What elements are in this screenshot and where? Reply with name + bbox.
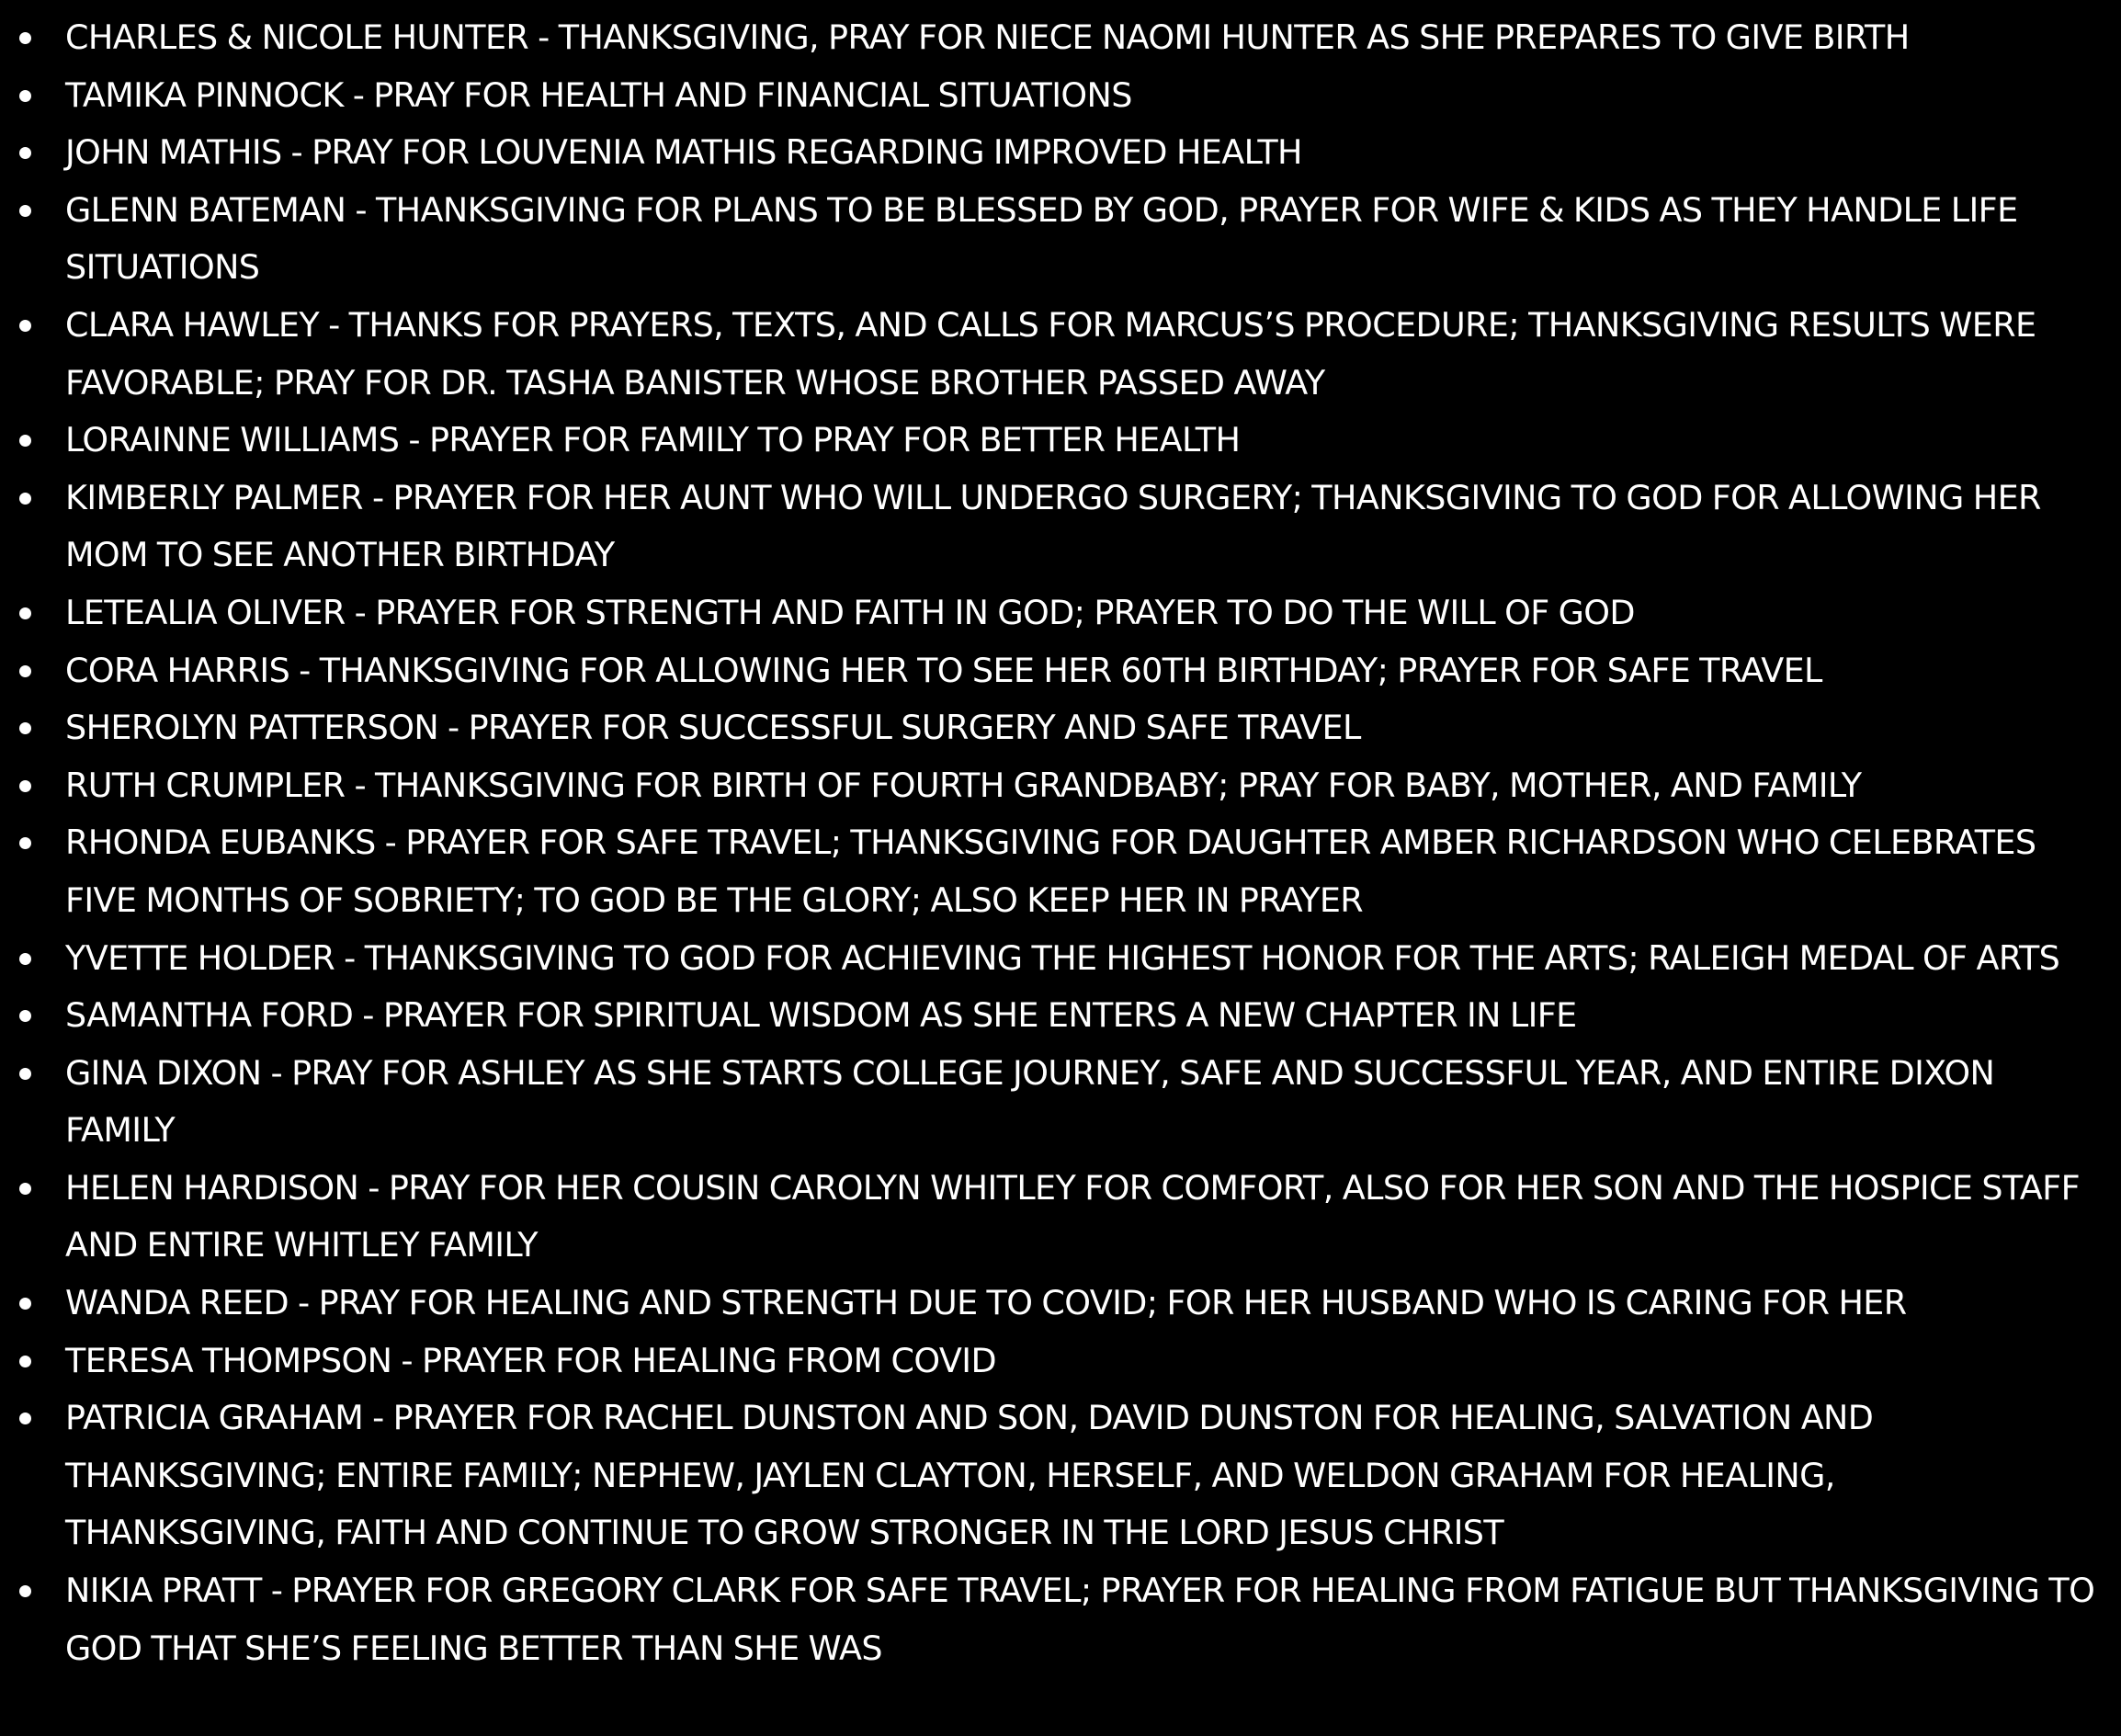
- list-item-text: RHONDA EUBANKS - PRAYER FOR SAFE TRAVEL; THANKSGIVING FOR DAUGHTER AMBER RICHARDSON WHO CELEBRATES FIVE MONTHS OF SOBRIETY; TO GOD BE THE GLORY; ALSO KEEP HER IN PRAYER: [65, 823, 2036, 920]
- list-item: [0, 699, 2121, 757]
- bullet-icon: [19, 1183, 31, 1195]
- bullet-icon: [19, 780, 31, 792]
- list-item-text: SAMANTHA FORD - PRAYER FOR SPIRITUAL WISDOM AS SHE ENTERS A NEW CHAPTER IN LIFE: [65, 995, 1577, 1036]
- list-item-text: TERESA THOMPSON - PRAYER FOR HEALING FROM COVID: [65, 1340, 996, 1380]
- bullet-icon: [19, 320, 31, 332]
- bullet-icon: [19, 837, 31, 849]
- bullet-icon: [19, 953, 31, 965]
- list-item: [0, 1045, 2121, 1160]
- list-item: [0, 1275, 2121, 1333]
- list-item: [0, 9, 2121, 67]
- list-item-text: HELEN HARDISON - PRAY FOR HER COUSIN CAROLYN WHITLEY FOR COMFORT, ALSO FOR HER SON AND THE HOSPICE STAFF AND ENTIRE WHITLEY FAMILY: [65, 1167, 2080, 1265]
- bullet-icon: [19, 1585, 31, 1597]
- list-item-text: NIKIA PRATT - PRAYER FOR GREGORY CLARK FOR SAFE TRAVEL; PRAYER FOR HEALING FROM FATIGUE BUT THANKSGIVING TO GOD THAT SHE’S FEELING BETTER THAN SHE WAS: [65, 1571, 2095, 1668]
- bullet-icon: [19, 205, 31, 217]
- list-item: [0, 1333, 2121, 1390]
- bullet-icon: [19, 147, 31, 159]
- bullet-icon: [19, 1298, 31, 1310]
- list-item: [0, 930, 2121, 988]
- list-item-text: WANDA REED - PRAY FOR HEALING AND STRENGTH DUE TO COVID; FOR HER HUSBAND WHO IS CARING FOR HER: [65, 1283, 1907, 1323]
- list-item-text: LETEALIA OLIVER - PRAYER FOR STRENGTH AND FAITH IN GOD; PRAYER TO DO THE WILL OF GOD: [65, 592, 1635, 632]
- list-item: [0, 642, 2121, 700]
- list-item: [0, 987, 2121, 1045]
- list-item: [0, 584, 2121, 642]
- list-item-text: KIMBERLY PALMER - PRAYER FOR HER AUNT WHO WILL UNDERGO SURGERY; THANKSGIVING TO GOD FOR ALLOWING HER MOM TO SEE ANOTHER BIRTHDAY: [65, 477, 2041, 575]
- list-item: [0, 297, 2121, 412]
- list-item-text: GINA DIXON - PRAY FOR ASHLEY AS SHE STARTS COLLEGE JOURNEY, SAFE AND SUCCESSFUL YEAR, AND ENTIRE DIXON FAMILY: [65, 1052, 1995, 1151]
- list-item-text: YVETTE HOLDER - THANKSGIVING TO GOD FOR ACHIEVING THE HIGHEST HONOR FOR THE ARTS; RALEIGH MEDAL OF ARTS: [65, 937, 2060, 978]
- list-item: [0, 470, 2121, 584]
- list-item: [0, 1160, 2121, 1275]
- bullet-icon: [19, 32, 31, 44]
- list-item: [0, 124, 2121, 182]
- list-item: [0, 1390, 2121, 1562]
- bullet-icon: [19, 90, 31, 102]
- bullet-icon: [19, 722, 31, 734]
- list-item: [0, 182, 2121, 297]
- bullet-icon: [19, 607, 31, 619]
- list-item-text: TAMIKA PINNOCK - PRAY FOR HEALTH AND FINANCIAL SITUATIONS: [65, 74, 1132, 115]
- bullet-icon: [19, 665, 31, 677]
- list-item-text: JOHN MATHIS - PRAY FOR LOUVENIA MATHIS REGARDING IMPROVED HEALTH: [65, 132, 1302, 173]
- bullet-icon: [19, 1068, 31, 1080]
- list-item: [0, 757, 2121, 815]
- list-item-text: PATRICIA GRAHAM - PRAYER FOR RACHEL DUNSTON AND SON, DAVID DUNSTON FOR HEALING, SALVATION AND THANKSGIVING; ENTIRE FAMILY; NEPHEW, JAYLEN CLAYTON, HERSELF, AND WELDON GRAHAM FOR HEALING, THANKSGIVING, FAITH AND CONTINUE TO GROW STRONGER IN THE LORD JESUS CHRIST: [65, 1398, 1874, 1553]
- list-item-text: LORAINNE WILLIAMS - PRAYER FOR FAMILY TO PRAY FOR BETTER HEALTH: [65, 420, 1241, 460]
- bullet-icon: [19, 1356, 31, 1367]
- list-item-text: RUTH CRUMPLER - THANKSGIVING FOR BIRTH OF FOURTH GRANDBABY; PRAY FOR BABY, MOTHER, AND FAMILY: [65, 765, 1862, 805]
- list-item-text: CHARLES & NICOLE HUNTER - THANKSGIVING, PRAY FOR NIECE NAOMI HUNTER AS SHE PREPARES TO GIVE BIRTH: [65, 17, 1910, 57]
- bullet-icon: [19, 493, 31, 505]
- list-item: [0, 412, 2121, 470]
- bullet-icon: [19, 1413, 31, 1424]
- list-item: [0, 67, 2121, 125]
- bullet-icon: [19, 1010, 31, 1022]
- list-item-text: CLARA HAWLEY - THANKS FOR PRAYERS, TEXTS, AND CALLS FOR MARCUS’S PROCEDURE; THANKSGIVING RESULTS WERE FAVORABLE; PRAY FOR DR. TASHA BANISTER WHOSE BROTHER PASSED AWAY: [65, 304, 2036, 403]
- list-item-text: SHEROLYN PATTERSON - PRAYER FOR SUCCESSFUL SURGERY AND SAFE TRAVEL: [65, 708, 1361, 748]
- list-item: [0, 1562, 2121, 1677]
- list-item: [0, 814, 2121, 929]
- list-item-text: GLENN BATEMAN - THANKSGIVING FOR PLANS TO BE BLESSED BY GOD, PRAYER FOR WIFE & KIDS AS THEY HANDLE LIFE SITUATIONS: [65, 189, 2018, 288]
- list-item-text: CORA HARRIS - THANKSGIVING FOR ALLOWING HER TO SEE HER 60TH BIRTHDAY; PRAYER FOR SAFE TRAVEL: [65, 650, 1822, 690]
- bullet-icon: [19, 435, 31, 447]
